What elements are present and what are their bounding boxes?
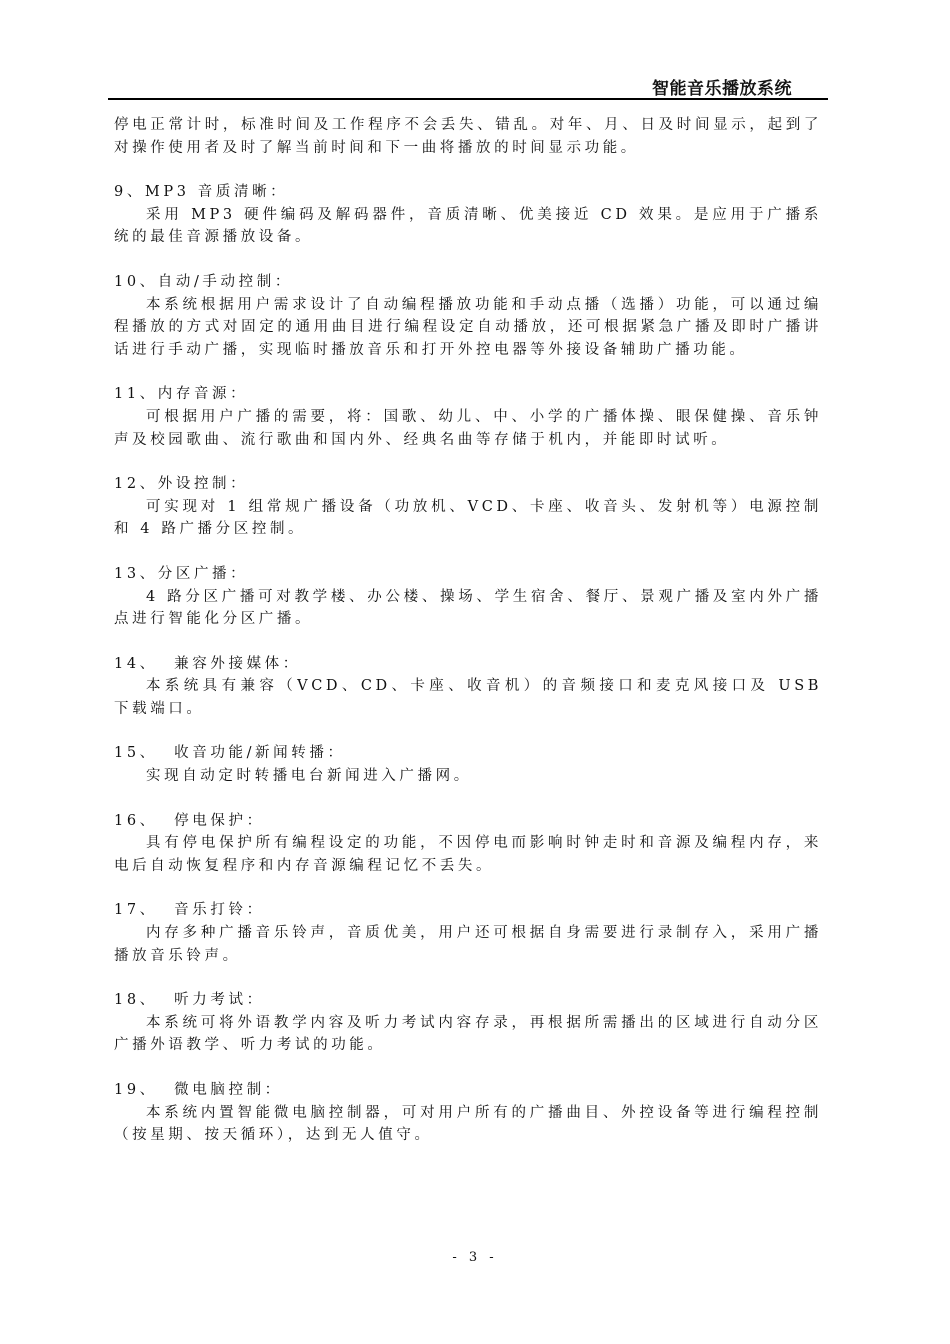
section-19 [114,1079,822,1147]
section-heading: 15、 收音功能/新闻转播： [114,745,346,762]
section-15 [114,742,822,787]
section-heading: 17、 音乐打铃： [114,902,265,919]
section-heading: 9、MP3 音质清晰： [114,184,289,201]
section-body: 采用 MP3 硬件编码及解码器件，音质清晰、优美接近 CD 效果。是应用于广播系统的最佳音源播放设备。 [114,206,822,246]
section-body: 实现自动定时转播电台新闻进入广播网。 [146,768,472,785]
section-body: 本系统内置智能微电脑控制器，可对用户所有的广播曲目、外控设备等进行编程控制（按星期、按天循环），达到无人值守。 [114,1104,822,1144]
section-11 [114,383,822,451]
section-body: 本系统可将外语教学内容及听力考试内容存录，再根据所需播出的区域进行自动分区广播外语教学、听力考试的功能。 [114,1014,822,1054]
section-body: 内存多种广播音乐铃声，音质优美，用户还可根据自身需要进行录制存入，采用广播播放音乐铃声。 [114,925,822,964]
section-body: 本系统根据用户需求设计了自动编程播放功能和手动点播（选播）功能，可以通过编程播放的方式对固定的通用曲目进行编程设定自动播放，还可根据紧急广播及即时广播讲话进行手动广播，实现临时播放音乐和打开外控电器等外接设备辅助广播功能。 [114,296,822,358]
intro-paragraph: 停电正常计时，标准时间及工作程序不会丢失、错乱。对年、月、日及时间显示，起到了对操作使用者及时了解当前时间和下一曲将播放的时间显示功能。 [114,117,822,156]
section-10 [114,271,822,361]
section-16 [114,810,822,878]
section-heading: 14、 兼容外接媒体： [114,655,301,672]
section-body: 4 路分区广播可对教学楼、办公楼、操场、学生宿舍、餐厅、景观广播及室内外广播点进行智能化分区广播。 [114,588,822,628]
section-heading: 13、分区广播： [114,565,249,582]
section-body: 可实现对 1 组常规广播设备（功放机、VCD、卡座、收音头、发射机等）电源控制和 4 路广播分区控制。 [114,498,822,538]
section-body: 具有停电保护所有编程设定的功能，不因停电而影响时钟走时和音源及编程内存，来电后自动恢复程序和内存音源编程记忆不丢失。 [114,835,822,874]
page-header-title: 智能音乐播放系统 [652,79,792,99]
section-heading: 12、外设控制： [114,476,249,493]
section-body: 本系统具有兼容（VCD、CD、卡座、收音机）的音频接口和麦克风接口及 USB 下载端口。 [114,678,822,717]
header-rule [108,98,828,100]
section-17 [114,899,822,967]
section-9 [114,181,822,249]
document-body [114,114,822,1147]
intro-section [114,114,822,159]
section-14 [114,653,822,721]
section-13 [114,563,822,631]
section-heading: 18、 听力考试： [114,992,265,1009]
section-heading: 10、自动/手动控制： [114,273,293,290]
section-heading: 19、 微电脑控制： [114,1082,283,1098]
page-number: - 3 - [452,1250,498,1265]
section-heading: 11、内存音源： [114,386,249,403]
section-18 [114,989,822,1057]
section-12 [114,473,822,541]
section-heading: 16、 停电保护： [114,812,265,829]
section-body: 可根据用户广播的需要，将：国歌、幼儿、中、小学的广播体操、眼保健操、音乐钟声及校园歌曲、流行歌曲和国内外、经典名曲等存储于机内，并能即时试听。 [114,408,822,448]
